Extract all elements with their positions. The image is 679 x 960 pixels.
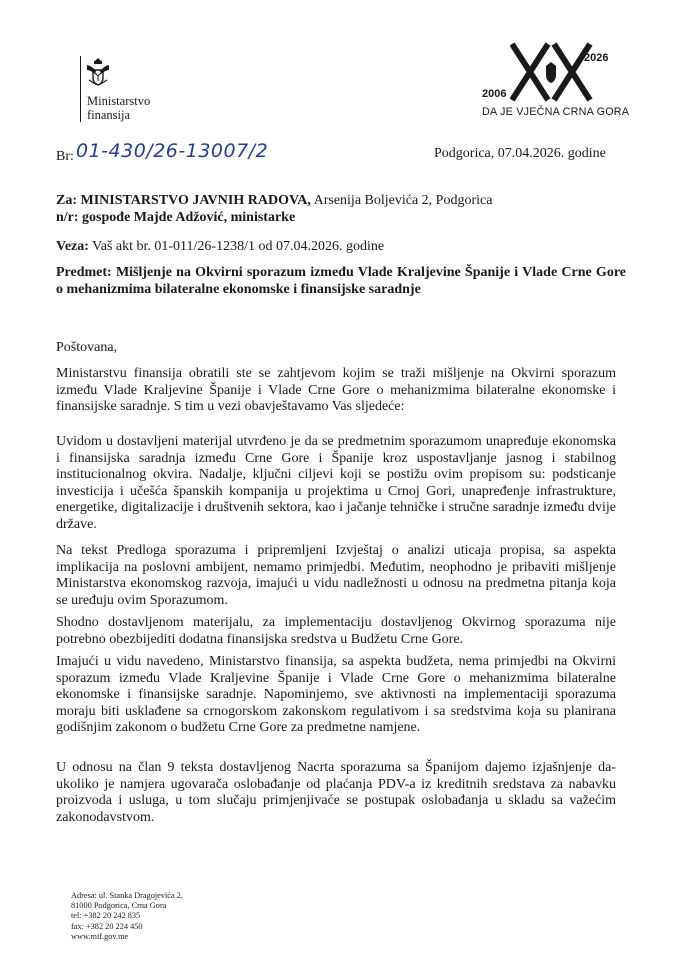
paragraph-analysis: Uvidom u dostavljeni materijal utvrđeno je da se predmetnim sporazumom unapređuje ekonomska i finansijska saradnja između Crne Gore i Španije kroz uspostavljanje jasnog i stabilnog institucionalnog okvira. Nadalje, ključni ciljevi koji se postižu ovim propisom su: podsticanje investicija i učešća španskih kompanija u projektima u Crnoj Gori, unapređenje infrastrukture, energetike, digitalizacije i društvenih sektora, kao i jačanje tehničke i stručne saradnje između dvije države. [56, 434, 616, 532]
attention-line: n/r: gospođe Majde Adžović, ministarke [56, 210, 296, 225]
reference-label: Br: [56, 149, 74, 164]
veza-label: Veza: [56, 239, 89, 254]
subject [56, 265, 626, 298]
coat-of-arms-icon [84, 56, 112, 88]
ministry-name-line1: Ministarstvo [87, 94, 151, 108]
anniversary-logo [482, 40, 630, 124]
anniversary-year-start: 2006 [482, 88, 507, 100]
footer-web: www.mif.gov.me [71, 931, 129, 941]
footer-contact [71, 891, 183, 942]
veza-text: Vaš akt br. 01-011/26-1238/1 od 07.04.2026. godine [92, 239, 385, 254]
reference-link-line [56, 238, 384, 255]
xx-anniversary-icon [510, 40, 594, 104]
anniversary-tagline: DA JE VJEČNA CRNA GORA [482, 106, 630, 118]
ministry-name-line2: finansija [87, 108, 131, 122]
footer-city: 81000 Podgorica, Crna Gora [71, 901, 167, 911]
footer-tel: tel: +382 20 242 835 [71, 911, 141, 921]
paragraph-budget: Imajući u vidu navedeno, Ministarstvo finansija, sa aspekta budžeta, nema primjedbi na Okvirni sporazum između Vlade Kraljevine Španije i Vlade Crne Gore o mehanizmima bilateralne ekonomske i finansijske saradnje. Napominjemo, sve aktivnosti na implementaciji sporazuma moraju biti usklađene sa crnogorskom zakonskom regulativom i sa sredstvima koja su planirana godišnjim zakonom o budžetu Crne Gore za predmetne namjene. [56, 654, 616, 735]
logo-divider [80, 56, 81, 122]
anniversary-year-end: 2026 [584, 52, 609, 64]
paragraph-comments: Na tekst Predloga sporazuma i pripremljeni Izvještaj o analizi uticaja propisa, sa aspekta implikacija na poslovni ambijent, nemamo primjedbi. Međutim, neophodno je pribaviti mišljenje Ministarstva ekonomskog razvoja, imajući u vidu nadležnosti u odnosu na predmetna pitanja koja se uređuju ovim Sporazumom. [56, 543, 616, 608]
reference-number-handwritten: 01-430/26-13007/2 [76, 140, 269, 162]
paragraph-funding: Shodno dostavljenom materijalu, za implementaciju dostavljenog Okvirnog sporazuma nije potrebno obezbijediti dodatna finansijska sredstva u Budžetu Crne Gore. [56, 615, 616, 647]
za-label: Za: [56, 193, 77, 208]
subject-label: Predmet: [56, 265, 112, 280]
footer-fax: fax: +382 20 224 450 [71, 921, 143, 931]
salutation: Poštovana, [56, 340, 118, 355]
recipient-name: MINISTARSTVO JAVNIH RADOVA, [80, 193, 311, 208]
footer-address: Adresa: ul. Stanka Dragojevića 2, [71, 891, 183, 900]
place-date: Podgorica, 07.04.2026. godine [434, 146, 606, 161]
recipient-address: Arsenija Boljevića 2, Podgorica [313, 193, 493, 208]
subject-text: Mišljenje na Okvirni sporazum između Vlade Kraljevine Španije i Vlade Crne Gore o mehanizmima bilateralne ekonomske i finansijske saradnje [56, 265, 626, 297]
ministry-name [87, 94, 150, 122]
paragraph-request: Ministarstvu finansija obratili ste se zahtjevom kojim se traži mišljenje na Okvirni sporazum između Vlade Kraljevine Španije i Vlade Crne Gore o mehanizmima bilateralne ekonomske i finansijske saradnje. S tim u vezi obavještavamo Vas sljedeće: [56, 366, 616, 414]
paragraph-vat: U odnosu na član 9 teksta dostavljenog Nacrta sporazuma sa Španijom dajemo izjašnjenje da- ukoliko je namjera ugovarača oslobađanje od plaćanja PDV-a iz kreditnih sredstava za nabavku proizvoda i usluga, u tom slučaju primjenjivaće se postupak oslobađanja u skladu sa važećim zakonodavstvom. [56, 760, 616, 825]
addressee-line [56, 192, 492, 209]
